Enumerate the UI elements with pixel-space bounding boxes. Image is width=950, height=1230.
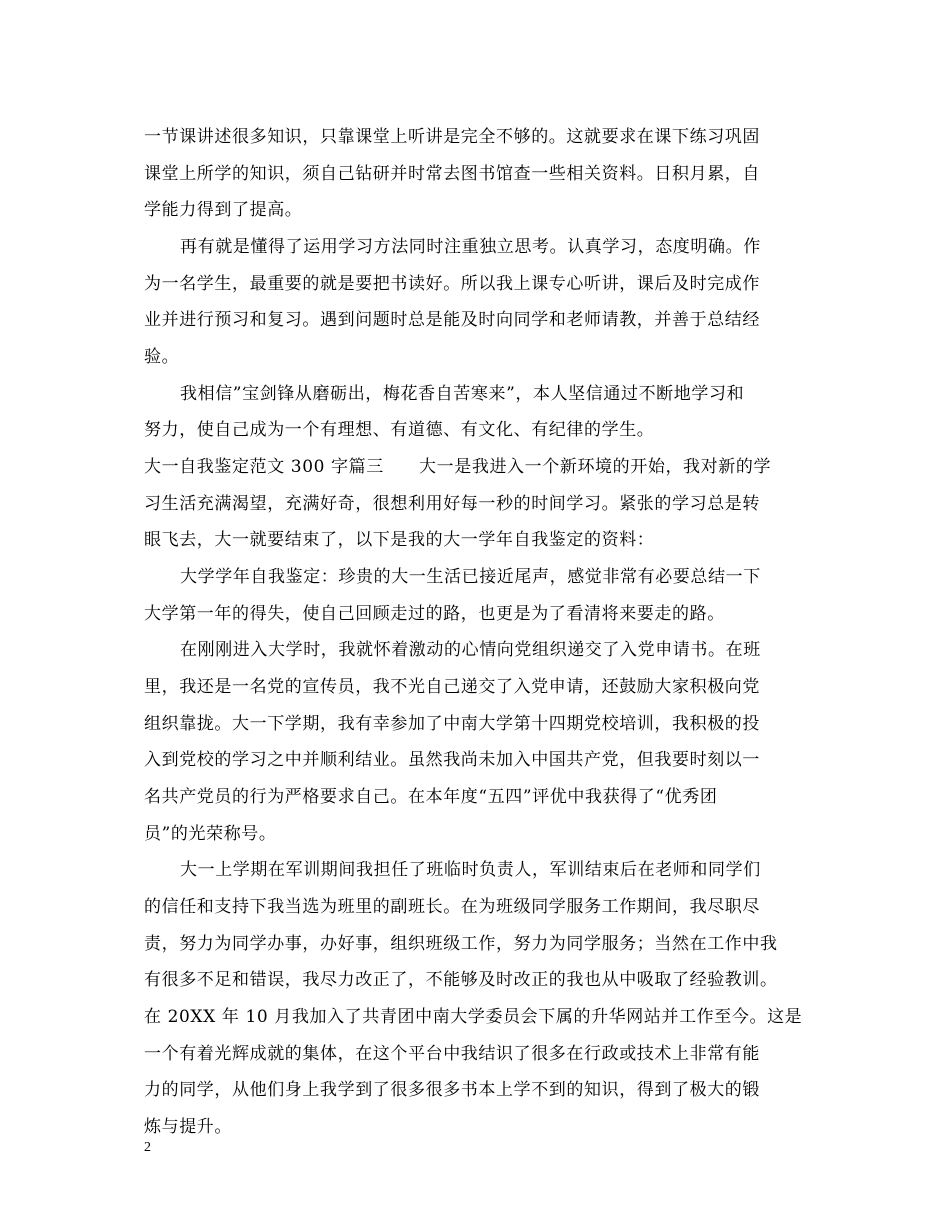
text-line: 业并进行预习和复习。遇到问题时总是能及时向同学和老师请教，并善于总结经	[144, 310, 760, 330]
text-line: 里，我还是一名党的宣传员，我不光自己递交了入党申请，还鼓励大家积极向党	[144, 677, 760, 697]
text-line: 员”的光荣称号。	[144, 824, 277, 844]
section-heading-line: 大一自我鉴定范文 300 字篇三 大一是我进入一个新环境的开始，我对新的学	[144, 457, 772, 477]
page-number: 2	[144, 1140, 151, 1155]
text-line: 的信任和支持下我当选为班里的副班长。在为班级同学服务工作期间，我尽职尽	[144, 897, 760, 917]
text-line: 验。	[144, 347, 180, 367]
text-line: 责，努力为同学办事，办好事，组织班级工作，努力为同学服务；当然在工作中我	[144, 934, 778, 954]
text-line: 课堂上所学的知识，须自己钻研并时常去图书馆查一些相关资料。日积月累，自	[144, 164, 760, 184]
text-line: 大学第一年的得失，使自己回顾走过的路，也更是为了看清将来要走的路。	[144, 604, 725, 624]
text-line: 努力，使自己成为一个有理想、有道德、有文化、有纪律的学生。	[144, 420, 655, 440]
text-line: 我相信”宝剑锋从磨砺出，梅花香自苦寒来”，本人坚信通过不断地学习和	[180, 384, 745, 404]
text-line: 名共产党员的行为严格要求自己。在本年度“五四”评优中我获得了“优秀团	[144, 787, 718, 807]
text-line: 再有就是懂得了运用学习方法同时注重独立思考。认真学习，态度明确。作	[180, 237, 761, 257]
text-line: 学能力得到了提高。	[144, 200, 303, 220]
text-line: 在刚刚进入大学时，我就怀着激动的心情向党组织递交了入党申请书。在班	[180, 640, 761, 660]
text-line: 习生活充满渴望，充满好奇，很想利用好每一秒的时间学习。紧张的学习总是转	[144, 494, 760, 514]
text-line: 眼飞去，大一就要结束了，以下是我的大一学年自我鉴定的资料：	[144, 530, 655, 550]
text-line: 一节课讲述很多知识，只靠课堂上听讲是完全不够的。这就要求在课下练习巩固	[144, 127, 760, 147]
text-line: 力的同学，从他们身上我学到了很多很多书本上学不到的知识，得到了极大的锻	[144, 1080, 760, 1100]
text-line: 有很多不足和错误，我尽力改正了，不能够及时改正的我也从中吸取了经验教训。	[144, 970, 778, 990]
text-line: 入到党校的学习之中并顺利结业。虽然我尚未加入中国共产党，但我要时刻以一	[144, 750, 760, 770]
text-line: 炼与提升。	[144, 1117, 232, 1137]
text-line: 一个有着光辉成就的集体，在这个平台中我结识了很多在行政或技术上非常有能	[144, 1044, 760, 1064]
text-line: 为一名学生，最重要的就是要把书读好。所以我上课专心听讲，课后及时完成作	[144, 274, 760, 294]
text-line: 组织靠拢。大一下学期，我有幸参加了中南大学第十四期党校培训，我积极的投	[144, 714, 760, 734]
text-line: 大一上学期在军训期间我担任了班临时负责人，军训结束后在老师和同学们	[180, 860, 761, 880]
text-line: 在 20XX 年 10 月我加入了共青团中南大学委员会下属的升华网站并工作至今。这是	[144, 1007, 803, 1027]
text-line: 大学学年自我鉴定：珍贵的大一生活已接近尾声，感觉非常有必要总结一下	[180, 567, 761, 587]
